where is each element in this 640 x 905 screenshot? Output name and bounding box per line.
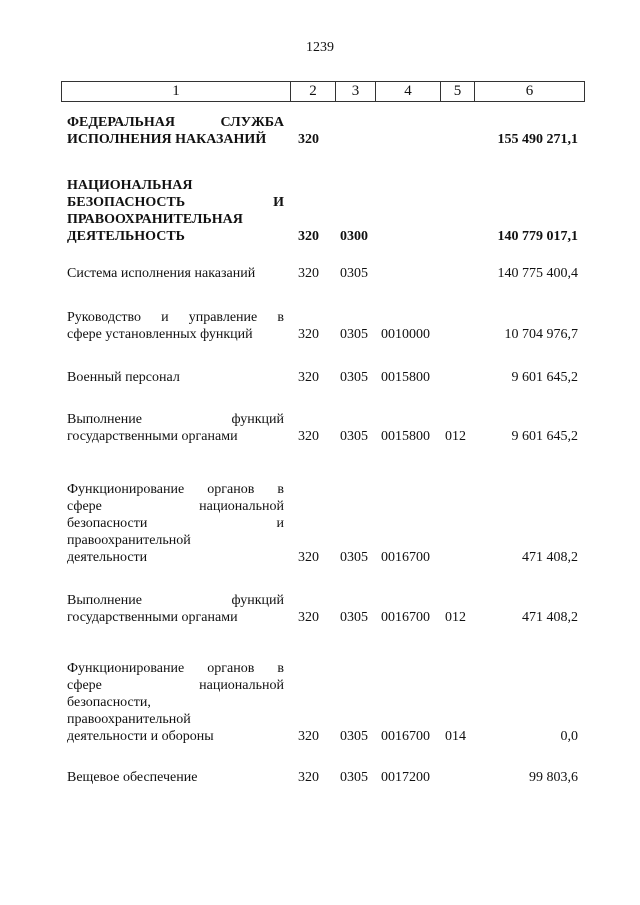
header-row (62, 82, 585, 102)
section-code: 0305 (340, 610, 368, 625)
header-col-6: 6 (475, 82, 585, 102)
amount: 99 803,6 (529, 770, 578, 785)
table-row (0, 369, 640, 386)
description-line: Выполнение функций (67, 593, 284, 608)
description-line: сфере национальной (67, 499, 284, 514)
ministry-code: 320 (298, 229, 319, 244)
description-line: правоохранительной (67, 712, 191, 727)
section-code: 0305 (340, 370, 368, 385)
table-row (0, 592, 640, 626)
header-col-1: 1 (62, 82, 291, 102)
description-line: Выполнение функций (67, 412, 284, 427)
description-line: государственными органами (67, 429, 238, 444)
section-code: 0305 (340, 266, 368, 281)
amount: 0,0 (560, 729, 578, 744)
row-description (67, 265, 284, 282)
description-line: деятельности и обороны (67, 729, 214, 744)
description-line: БЕЗОПАСНОСТЬ И (67, 195, 284, 210)
amount: 140 779 017,1 (497, 229, 578, 244)
description-line: Вещевое обеспечение (67, 770, 198, 785)
table-row (0, 769, 640, 786)
description-line: Функционирование органов в (67, 482, 284, 497)
amount: 10 704 976,7 (504, 327, 578, 342)
description-line: сфере установленных функций (67, 327, 253, 342)
row-description (67, 369, 284, 386)
description-line: Функционирование органов в (67, 661, 284, 676)
section-code: 0305 (340, 429, 368, 444)
table-row (0, 177, 640, 245)
description-line: Руководство и управление в (67, 310, 284, 325)
description-line: деятельности (67, 550, 148, 565)
target-article-code: 0015800 (381, 370, 430, 385)
ministry-code: 320 (298, 429, 319, 444)
expense-type-code: 014 (445, 729, 466, 744)
description-line: Система исполнения наказаний (67, 266, 256, 281)
row-description (67, 177, 284, 245)
description-line: правоохранительной (67, 533, 191, 548)
section-code: 0305 (340, 770, 368, 785)
ministry-code: 320 (298, 132, 319, 147)
expense-type-code: 012 (445, 610, 466, 625)
description-line: безопасности, (67, 695, 151, 710)
ministry-code: 320 (298, 729, 319, 744)
ministry-code: 320 (298, 610, 319, 625)
section-code: 0305 (340, 550, 368, 565)
ministry-code: 320 (298, 370, 319, 385)
header-col-3: 3 (336, 82, 376, 102)
amount: 140 775 400,4 (497, 266, 578, 281)
table-row (0, 265, 640, 282)
target-article-code: 0016700 (381, 610, 430, 625)
page-number: 1239 (306, 40, 334, 55)
ministry-code: 320 (298, 770, 319, 785)
description-line: ФЕДЕРАЛЬНАЯ СЛУЖБА (67, 115, 284, 130)
ministry-code: 320 (298, 327, 319, 342)
row-description (67, 660, 284, 745)
row-description (67, 592, 284, 626)
table-row (0, 411, 640, 445)
row-description (67, 769, 284, 786)
ministry-code: 320 (298, 266, 319, 281)
row-description (67, 481, 284, 566)
amount: 471 408,2 (522, 550, 578, 565)
target-article-code: 0016700 (381, 550, 430, 565)
table-row (0, 481, 640, 566)
section-code: 0305 (340, 729, 368, 744)
table-row (0, 114, 640, 148)
row-description (67, 114, 284, 148)
expense-type-code: 012 (445, 429, 466, 444)
row-description (67, 411, 284, 445)
description-line: государственными органами (67, 610, 238, 625)
header-col-2: 2 (291, 82, 336, 102)
header-col-5: 5 (441, 82, 475, 102)
description-line: сфере национальной (67, 678, 284, 693)
row-description (67, 309, 284, 343)
description-line: ДЕЯТЕЛЬНОСТЬ (67, 229, 185, 244)
target-article-code: 0015800 (381, 429, 430, 444)
amount: 155 490 271,1 (497, 132, 578, 147)
section-code: 0305 (340, 327, 368, 342)
description-line: ИСПОЛНЕНИЯ НАКАЗАНИЙ (67, 132, 267, 147)
amount: 471 408,2 (522, 610, 578, 625)
section-code: 0300 (340, 229, 368, 244)
description-line: НАЦИОНАЛЬНАЯ (67, 178, 193, 193)
target-article-code: 0010000 (381, 327, 430, 342)
description-line: безопасности и (67, 516, 284, 531)
column-header-table (61, 81, 585, 102)
amount: 9 601 645,2 (511, 370, 578, 385)
description-line: Военный персонал (67, 370, 180, 385)
target-article-code: 0016700 (381, 729, 430, 744)
amount: 9 601 645,2 (511, 429, 578, 444)
ministry-code: 320 (298, 550, 319, 565)
description-line: ПРАВООХРАНИТЕЛЬНАЯ (67, 212, 243, 227)
table-row (0, 660, 640, 745)
target-article-code: 0017200 (381, 770, 430, 785)
header-col-4: 4 (376, 82, 441, 102)
table-row (0, 309, 640, 343)
